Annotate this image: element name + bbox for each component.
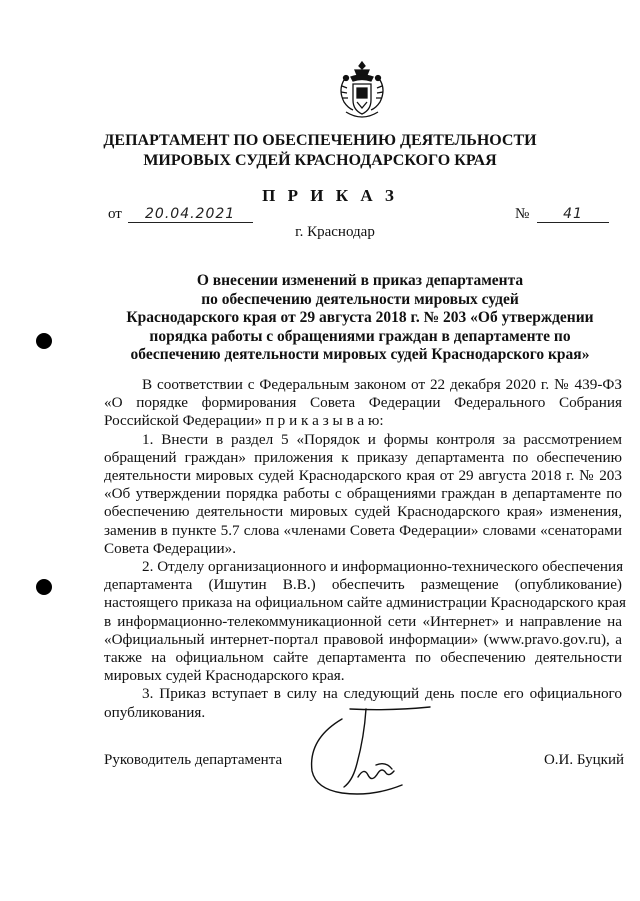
date-prefix: от bbox=[108, 206, 122, 222]
subject-line: порядка работы с обращениями граждан в департаменте по bbox=[149, 327, 571, 345]
number-field bbox=[515, 206, 609, 223]
handwritten-signature-icon bbox=[306, 705, 436, 795]
punch-hole-icon bbox=[36, 333, 52, 349]
body-line: 2. Отделу организационного и информационно-технического обеспечения bbox=[142, 558, 624, 576]
body-line: также на официальном сайте департамента по обеспечению деятельности bbox=[104, 649, 622, 667]
number-value: 41 bbox=[563, 206, 583, 222]
body-line: настоящего приказа на официальном сайте администрации Краснодарского края bbox=[104, 594, 626, 612]
coat-of-arms-icon bbox=[336, 60, 388, 124]
body-line: 1. Внести в раздел 5 «Порядок и формы контроля за рассмотрением bbox=[142, 430, 622, 448]
body-line: заменив в пункте 5.7 слова «членами Совета Федерации» словами «сенаторами bbox=[104, 521, 622, 539]
signatory-name: О.И. Буцкий bbox=[543, 752, 624, 768]
city: г. Краснодар bbox=[295, 224, 375, 240]
date-value: 20.04.2021 bbox=[145, 206, 236, 222]
body-line: «Об утверждении порядка работы с обращениями граждан в департаменте по bbox=[104, 485, 622, 503]
subject-line: Краснодарского края от 29 августа 2018 г. № 203 «Об утверждении bbox=[126, 309, 594, 327]
body-line: «Официальный интернет-портал правовой информации» (www.pravo.gov.ru), а bbox=[104, 630, 622, 648]
subject-line: по обеспечению деятельности мировых судей bbox=[201, 290, 519, 308]
body-line: департамента (Ишутин В.В.) обеспечить размещение (опубликование) bbox=[104, 576, 622, 594]
department-name bbox=[0, 131, 640, 171]
body-line: 3. Приказ вступает в силу на следующий день после его официального bbox=[142, 685, 622, 703]
body-line: Российской Федерации» п р и к а з ы в а ю: bbox=[104, 412, 384, 430]
date-field bbox=[108, 206, 253, 223]
subject-line: обеспечению деятельности мировых судей Краснодарского края» bbox=[130, 346, 590, 364]
body-line: опубликования. bbox=[104, 703, 206, 721]
department-name-line2: МИРОВЫХ СУДЕЙ КРАСНОДАРСКОГО КРАЯ bbox=[143, 152, 497, 169]
subject-heading bbox=[100, 272, 620, 365]
number-prefix: № bbox=[515, 206, 530, 222]
body-line: мировых судей Краснодарского края. bbox=[104, 667, 345, 685]
department-name-line1: ДЕПАРТАМЕНТ ПО ОБЕСПЕЧЕНИЮ ДЕЯТЕЛЬНОСТИ bbox=[103, 132, 537, 149]
document-body bbox=[104, 376, 626, 722]
body-line: обеспечению деятельности мировых судей Краснодарского края» изменения, bbox=[104, 503, 622, 521]
body-line: деятельности мировых судей Краснодарского края от 29 августа 2018 г. № 203 bbox=[104, 467, 622, 485]
body-line: В соответствии с Федеральным законом от 22 декабря 2020 г. № 439-ФЗ bbox=[142, 376, 622, 393]
body-line: Совета Федерации». bbox=[104, 539, 237, 557]
body-line: «О порядке формирования Совета Федерации Федерального Собрания bbox=[104, 394, 622, 412]
body-line: обращений граждан» приложения к приказу департамента по обеспечению bbox=[104, 448, 622, 466]
signatory-position: Руководитель департамента bbox=[104, 752, 283, 768]
subject-line: О внесении изменений в приказ департамента bbox=[196, 272, 524, 289]
document-type: П Р И К А З bbox=[262, 186, 398, 205]
body-line: в информационно-телекоммуникационной сети «Интернет» и направление на bbox=[104, 612, 622, 630]
punch-hole-icon bbox=[36, 579, 52, 595]
